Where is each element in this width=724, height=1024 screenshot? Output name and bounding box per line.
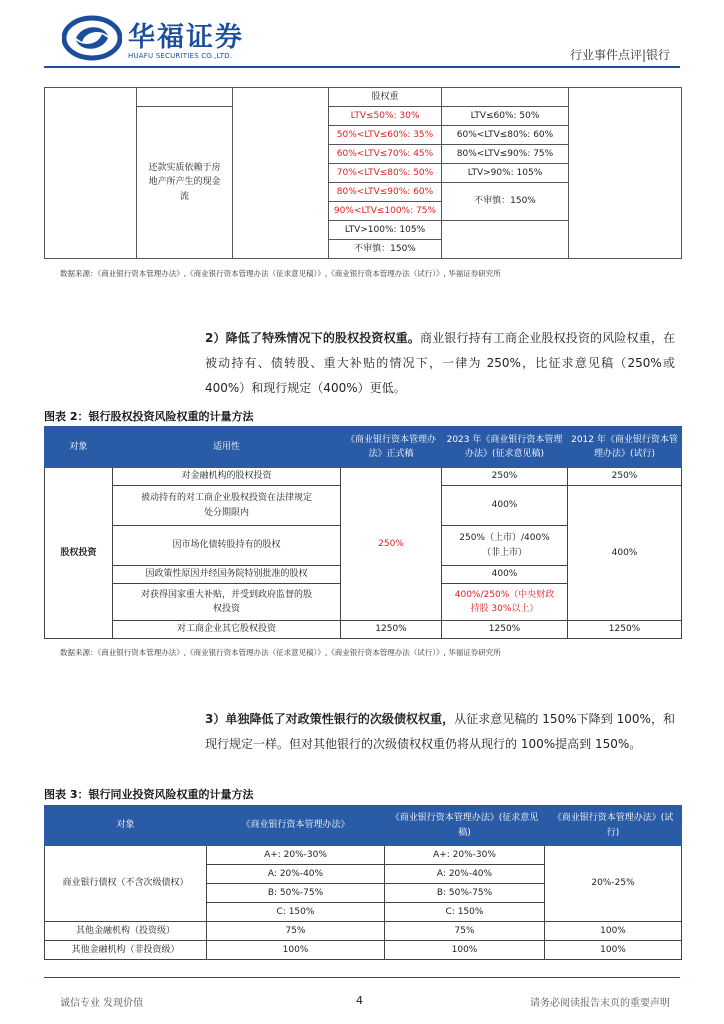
category-cell: 股权投资 bbox=[45, 468, 113, 639]
draft-weight-cell: 250%（上市）/400%（非上市） bbox=[442, 526, 568, 566]
bank-claim-label: 商业银行债权（不含次级债权） bbox=[45, 846, 207, 922]
final-weight-cell: A: 20%-40% bbox=[207, 865, 385, 884]
footer-slogan: 诚信专业 发现价值 bbox=[60, 998, 144, 1009]
ltv-cell: 60%<LTV≤80%: 60% bbox=[442, 126, 569, 145]
final-weight-cell: A+: 20%-30% bbox=[207, 846, 385, 865]
source-note: 数据来源：《商业银行资本管理办法》,《商业银行资本管理办法（征求意见稿）》,《商业银行资本管理办法（试行）》, 华福证券研究所 bbox=[60, 648, 501, 657]
ltv-cell: 60%<LTV≤70%: 45% bbox=[329, 145, 442, 164]
paragraph-body: 从征求意见稿的 150%下降到 100%，和现行规定一样。但对其他银行的次级债权权重仍将从现行的 100%提高到 150%。 bbox=[205, 712, 675, 751]
ltv-cell: 80%<LTV≤90%: 75% bbox=[442, 145, 569, 164]
header-cell: 对象 bbox=[45, 806, 207, 846]
table1-left-desc: 还款实质依赖于房地产所产生的现金流 bbox=[137, 107, 233, 259]
old-weight-cell: 1250% bbox=[568, 621, 682, 639]
final-weight-cell: 250% bbox=[341, 468, 442, 621]
ltv-weight-table bbox=[44, 87, 682, 259]
final-weight-cell: 100% bbox=[207, 941, 385, 960]
final-weight-cell: C: 150% bbox=[207, 903, 385, 922]
final-weight-cell: 75% bbox=[207, 922, 385, 941]
header-cell: 《商业银行资本管理办法》(试行) bbox=[545, 806, 682, 846]
row-label: 其他金融机构（投资级） bbox=[45, 922, 207, 941]
table1-col6-blank bbox=[569, 88, 682, 259]
scope-cell: 对金融机构的股权投资 bbox=[113, 468, 341, 486]
scope-cell: 因政策性原因并经国务院特别批准的股权 bbox=[113, 566, 341, 584]
interbank-investment-table bbox=[44, 805, 682, 960]
draft-weight-cell: 1250% bbox=[442, 621, 568, 639]
paragraph-equity bbox=[205, 326, 675, 401]
paragraph-heading: 3）单独降低了对政策性银行的次级债权权重， bbox=[205, 712, 455, 726]
old-weight-cell: 400% bbox=[568, 486, 682, 621]
page-number: 4 bbox=[356, 994, 363, 1007]
ltv-cell: 90%<LTV≤100%: 75% bbox=[329, 202, 442, 221]
table1-col1-blank bbox=[45, 88, 137, 259]
draft-weight-cell: 250% bbox=[442, 468, 568, 486]
old-weight-cell: 100% bbox=[545, 941, 682, 960]
final-weight-cell: B: 50%-75% bbox=[207, 884, 385, 903]
figure-2-title: 图表 2：银行股权投资风险权重的计量方法 bbox=[44, 410, 254, 423]
scope-cell: 对获得国家重大补贴，并受到政府监督的股权投资 bbox=[113, 584, 341, 621]
old-weight-cell: 20%-25% bbox=[545, 846, 682, 922]
row-label: 其他金融机构（非投资级） bbox=[45, 941, 207, 960]
equity-investment-table bbox=[44, 426, 682, 639]
ltv-cell: LTV>90%: 105% bbox=[442, 164, 569, 183]
header-cell: 《商业银行资本管理办法》(征求意见稿) bbox=[385, 806, 545, 846]
header-divider bbox=[44, 66, 680, 68]
scope-cell: 被动持有的对工商企业股权投资在法律规定处分期限内 bbox=[113, 486, 341, 526]
footer-divider bbox=[44, 977, 680, 978]
draft-weight-cell: 100% bbox=[385, 941, 545, 960]
draft-weight-cell: 400%/250%（中央财政持股 30%以上） bbox=[442, 584, 568, 621]
paragraph-subordinated bbox=[205, 707, 675, 757]
paragraph-body: 商业银行持有工商企业股权投资的风险权重，在被动持有、债转股、重大补贴的情况下，一律为 250%，比征求意见稿（250%或 400%）和现行规定（400%）更低。 bbox=[205, 331, 675, 395]
old-weight-cell: 250% bbox=[568, 468, 682, 486]
header-cell: 2023 年《商业银行资本管理办法》(征求意见稿) bbox=[442, 427, 568, 468]
ltv-cell: 80%<LTV≤90%: 60% bbox=[329, 183, 442, 202]
ltv-blank-cell bbox=[442, 221, 569, 259]
company-logo bbox=[62, 14, 262, 64]
draft-weight-cell: B: 50%-75% bbox=[385, 884, 545, 903]
draft-weight-cell: C: 150% bbox=[385, 903, 545, 922]
table1-subhead-blank bbox=[442, 88, 569, 107]
final-weight-cell: 1250% bbox=[341, 621, 442, 639]
draft-weight-cell: 400% bbox=[442, 486, 568, 526]
table1-col2-blank bbox=[137, 88, 233, 107]
old-weight-cell: 100% bbox=[545, 922, 682, 941]
scope-cell: 对工商企业其它股权投资 bbox=[113, 621, 341, 639]
ltv-cell: 50%<LTV≤60%: 35% bbox=[329, 126, 442, 145]
header-cell: 《商业银行资本管理办法》正式稿 bbox=[341, 427, 442, 468]
report-category: 行业事件点评|银行 bbox=[569, 48, 670, 62]
source-note: 数据来源：《商业银行资本管理办法》,《商业银行资本管理办法（征求意见稿）》,《商业银行资本管理办法（试行）》, 华福证券研究所 bbox=[60, 269, 501, 278]
ltv-cell: LTV≤50%: 30% bbox=[329, 107, 442, 126]
logo-text-cn: 华福证券 bbox=[128, 22, 244, 53]
draft-weight-cell: 400% bbox=[442, 566, 568, 584]
header-cell: 适用性 bbox=[113, 427, 341, 468]
ltv-cell: 70%<LTV≤80%: 50% bbox=[329, 164, 442, 183]
ltv-cell: LTV≤60%: 50% bbox=[442, 107, 569, 126]
draft-weight-cell: 75% bbox=[385, 922, 545, 941]
figure-3-title: 图表 3：银行同业投资风险权重的计量方法 bbox=[44, 788, 254, 801]
ltv-cell: 不审慎：150% bbox=[442, 183, 569, 221]
scope-cell: 因市场化债转股持有的股权 bbox=[113, 526, 341, 566]
footer-disclaimer: 请务必阅读报告末页的重要声明 bbox=[530, 998, 670, 1009]
logo-text-en: HUAFU SECURITIES CO.,LTD. bbox=[128, 52, 233, 60]
table1-col3-blank bbox=[233, 88, 329, 259]
draft-weight-cell: A: 20%-40% bbox=[385, 865, 545, 884]
ltv-cell: 不审慎：150% bbox=[329, 240, 442, 259]
table1-subhead: 股权重 bbox=[329, 88, 442, 107]
header-cell: 对象 bbox=[45, 427, 113, 468]
ltv-cell: LTV>100%: 105% bbox=[329, 221, 442, 240]
paragraph-heading: 2）降低了特殊情况下的股权投资权重。 bbox=[205, 331, 421, 345]
logo-swirl-icon bbox=[62, 14, 122, 62]
header-cell: 《商业银行资本管理办法》 bbox=[207, 806, 385, 846]
draft-weight-cell: A+: 20%-30% bbox=[385, 846, 545, 865]
header-cell: 2012 年《商业银行资本管理办法》(试行) bbox=[568, 427, 682, 468]
